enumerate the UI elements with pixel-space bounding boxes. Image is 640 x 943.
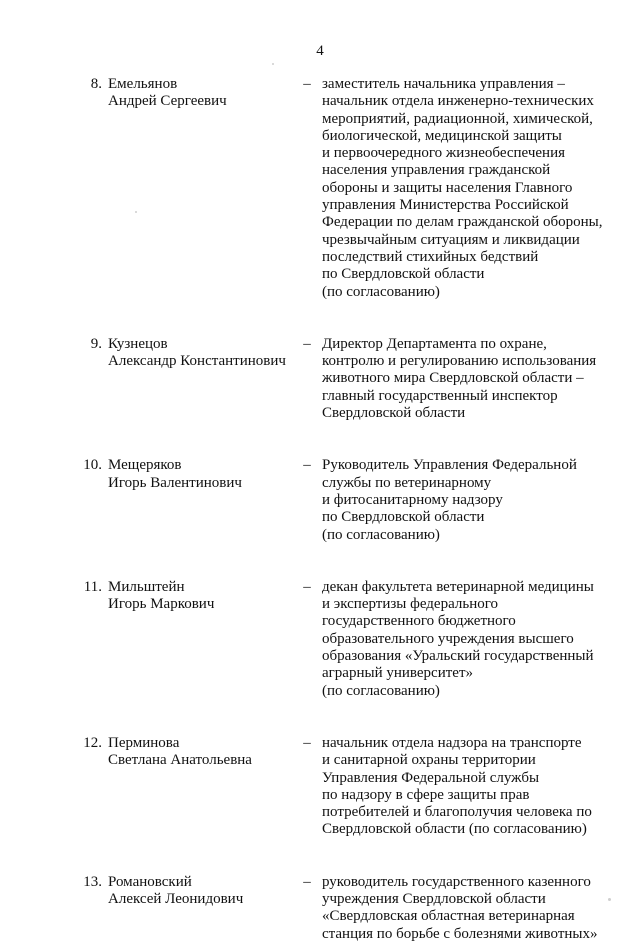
description-line: руководитель государственного казенного (322, 873, 591, 890)
item-number: 11. (83, 578, 102, 595)
description-line: образовательного учреждения высшего (322, 630, 574, 647)
dash-separator: – (303, 578, 311, 595)
description-line: Свердловской области (по согласованию) (322, 821, 587, 838)
description-line: управления Министерства Российской (322, 197, 569, 214)
member-given-name: Светлана Анатольевна (108, 752, 252, 769)
member-list (0, 76, 640, 943)
member-name (108, 735, 298, 770)
dash-separator: – (303, 76, 311, 92)
list-item (0, 76, 640, 301)
list-item (0, 579, 640, 700)
description-line: аграрный университет» (322, 665, 474, 682)
description-line: Федерации по делам гражданской обороны, (322, 214, 603, 231)
member-surname: Мещеряков (108, 457, 182, 474)
member-surname: Кузнецов (108, 335, 168, 352)
member-given-name: Андрей Сергеевич (108, 93, 227, 110)
description-line: заместитель начальника управления – (322, 76, 565, 92)
description-line: и санитарной охраны территории (322, 752, 536, 769)
scan-speck (272, 63, 274, 65)
page-number: 4 (316, 43, 324, 59)
description-line: животного мира Свердловской области – (322, 370, 584, 387)
description-line: и экспертизы федерального (322, 596, 499, 613)
description-line: Директор Департамента по охране, (322, 335, 547, 352)
member-name (108, 457, 298, 492)
description-line: начальник отдела надзора на транспорте (322, 734, 582, 751)
description-line: по надзору в сфере защиты прав (322, 786, 530, 803)
description-line: начальник отдела инженерно-технических (322, 93, 594, 110)
position-description (322, 735, 612, 839)
description-line: и первоочередного жизнеобеспечения (322, 145, 565, 162)
description-line: Руководитель Управления Федеральной (322, 457, 577, 474)
list-item (0, 336, 640, 422)
item-number: 13. (83, 873, 102, 890)
description-line: биологической, медицинской защиты (322, 127, 562, 144)
position-description (322, 336, 612, 422)
description-line: (по согласованию) (322, 283, 440, 300)
member-given-name: Игорь Маркович (108, 596, 215, 613)
description-line: декан факультета ветеринарной медицины (322, 578, 594, 595)
member-surname: Мильштейн (108, 578, 185, 595)
dash-separator: – (303, 873, 311, 890)
dash-separator: – (303, 457, 311, 474)
scan-speck (135, 211, 137, 213)
member-surname: Емельянов (108, 76, 178, 92)
description-line: (по согласованию) (322, 682, 440, 699)
item-number: 9. (90, 335, 102, 352)
description-line: контролю и регулированию использования (322, 353, 597, 370)
description-line: образования «Уральский государственный (322, 648, 594, 665)
dash-separator: – (303, 734, 311, 751)
member-name (108, 874, 298, 909)
member-surname: Романовский (108, 873, 192, 890)
member-name (108, 579, 298, 614)
member-name (108, 336, 298, 371)
position-description (322, 457, 612, 543)
description-line: мероприятий, радиационной, химической, (322, 110, 593, 127)
description-line: обороны и защиты населения Главного (322, 179, 573, 196)
description-line: службы по ветеринарному (322, 474, 492, 491)
description-line: и фитосанитарному надзору (322, 491, 503, 508)
position-description (322, 579, 612, 700)
member-given-name: Игорь Валентинович (108, 474, 242, 491)
item-number: 8. (90, 76, 102, 92)
member-given-name: Александр Константинович (108, 353, 286, 370)
description-line: последствий стихийных бедствий (322, 248, 539, 265)
position-description (322, 874, 612, 943)
description-line: станция по борьбе с болезнями животных» (322, 925, 598, 942)
list-item (0, 874, 640, 943)
item-number: 10. (83, 457, 102, 474)
position-description (322, 76, 612, 301)
member-surname: Перминова (108, 734, 180, 751)
list-item (0, 457, 640, 543)
item-number: 12. (83, 734, 102, 751)
member-name (108, 76, 298, 111)
description-line: населения управления гражданской (322, 162, 551, 179)
description-line: по Свердловской области (322, 509, 485, 526)
description-line: Управления Федеральной службы (322, 769, 540, 786)
description-line: по Свердловской области (322, 266, 485, 283)
description-line: чрезвычайным ситуациям и ликвидации (322, 231, 580, 248)
scan-speck (608, 898, 611, 901)
member-given-name: Алексей Леонидович (108, 890, 244, 907)
list-item (0, 735, 640, 839)
description-line: потребителей и благополучия человека по (322, 804, 592, 821)
dash-separator: – (303, 335, 311, 352)
description-line: учреждения Свердловской области (322, 890, 546, 907)
description-line: (по согласованию) (322, 526, 440, 543)
description-line: Свердловской области (322, 405, 466, 422)
description-line: государственного бюджетного (322, 613, 516, 630)
description-line: «Свердловская областная ветеринарная (322, 908, 575, 925)
description-line: главный государственный инспектор (322, 387, 558, 404)
